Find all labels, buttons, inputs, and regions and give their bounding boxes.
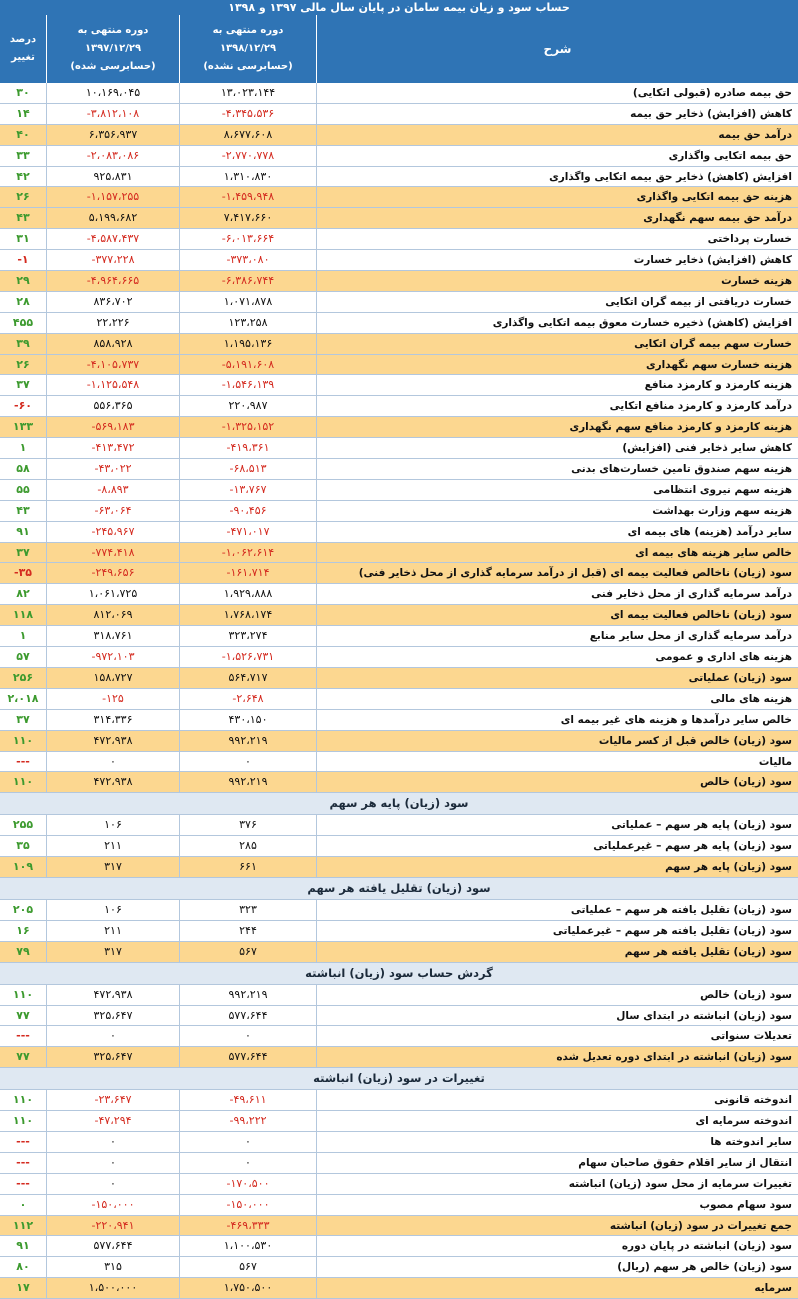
value-1398-cell: ۱،۳۱۰،۸۳۰ bbox=[180, 167, 317, 187]
table-row bbox=[0, 417, 798, 438]
table-row bbox=[0, 985, 798, 1006]
description-cell: خسارت دریافتی از بیمه گران اتکایی bbox=[605, 295, 792, 308]
value-1398-cell: -۶،۰۱۳،۶۶۴ bbox=[180, 229, 317, 249]
value-1397-cell: -۱،۱۲۵،۵۴۸ bbox=[47, 375, 180, 395]
value-1398-cell: ۸،۶۷۷،۶۰۸ bbox=[180, 125, 317, 145]
change-cell: ۱۳۳ bbox=[0, 417, 47, 437]
table-row bbox=[0, 584, 798, 605]
description-cell: خالص سایر هزینه های بیمه ای bbox=[635, 546, 792, 559]
change-cell: ۲،۰۱۸ bbox=[0, 689, 47, 709]
header-p98-line3: (حسابرسی نشده) bbox=[203, 61, 293, 72]
change-cell: ۷۹ bbox=[0, 942, 47, 962]
value-1397-cell: ۱۵۸،۷۲۷ bbox=[47, 668, 180, 688]
table-row bbox=[0, 647, 798, 668]
value-1397-cell: ۳۱۷ bbox=[47, 857, 180, 877]
value-1397-cell: ۵،۱۹۹،۶۸۲ bbox=[47, 208, 180, 228]
header-p98-line2: ۱۳۹۸/۱۲/۲۹ bbox=[219, 43, 277, 54]
value-1397-cell: -۲۴۵،۹۶۷ bbox=[47, 522, 180, 542]
change-cell: ۳۷ bbox=[0, 710, 47, 730]
value-1397-cell: ۳۱۴،۳۳۶ bbox=[47, 710, 180, 730]
change-cell: ۳۹ bbox=[0, 334, 47, 354]
header-period-1398 bbox=[180, 15, 317, 83]
value-1398-cell: ۱،۰۷۱،۸۷۸ bbox=[180, 292, 317, 312]
section-title: گردش حساب سود (زیان) انباشته bbox=[0, 963, 798, 985]
change-cell: -۳۵ bbox=[0, 563, 47, 583]
value-1398-cell: ۱۲۳،۲۵۸ bbox=[180, 313, 317, 333]
change-cell: ۳۵ bbox=[0, 836, 47, 856]
value-1397-cell: ۸۵۸،۹۲۸ bbox=[47, 334, 180, 354]
description-cell: خسارت سهم بیمه گران اتکایی bbox=[634, 337, 792, 350]
table-row bbox=[0, 815, 798, 836]
description-cell: درآمد سرمایه گذاری از محل سایر منابع bbox=[589, 630, 792, 643]
value-1398-cell: ۵۶۷ bbox=[180, 1257, 317, 1277]
table-row bbox=[0, 167, 798, 188]
value-1398-cell: -۶،۳۸۶،۷۴۴ bbox=[180, 271, 317, 291]
value-1397-cell: -۶۳،۰۶۴ bbox=[47, 501, 180, 521]
value-1397-cell: -۴،۹۶۴،۶۶۵ bbox=[47, 271, 180, 291]
header-p97-line2: ۱۳۹۷/۱۲/۲۹ bbox=[84, 43, 142, 54]
value-1398-cell: ۹۹۲،۲۱۹ bbox=[180, 772, 317, 792]
value-1398-cell: -۵،۱۹۱،۶۰۸ bbox=[180, 355, 317, 375]
description-cell: کاهش سایر ذخایر فنی (افزایش) bbox=[622, 442, 792, 455]
table-row bbox=[0, 626, 798, 647]
table-row bbox=[0, 146, 798, 167]
value-1397-cell: ۹۲۵،۸۳۱ bbox=[47, 167, 180, 187]
value-1398-cell: -۴۶۹،۳۳۳ bbox=[180, 1216, 317, 1236]
value-1397-cell: ۱،۵۰۰،۰۰۰ bbox=[47, 1278, 180, 1298]
value-1398-cell: -۴،۳۴۵،۵۳۶ bbox=[180, 104, 317, 124]
change-cell: ۱۱۰ bbox=[0, 985, 47, 1005]
table-row bbox=[0, 1153, 798, 1174]
change-cell: ۴۲ bbox=[0, 167, 47, 187]
table-row bbox=[0, 229, 798, 250]
description-cell: سرمایه bbox=[754, 1282, 792, 1295]
section-title: تغییرات در سود (زیان) انباشته bbox=[0, 1068, 798, 1090]
value-1398-cell: -۱،۴۵۹،۹۴۸ bbox=[180, 187, 317, 207]
value-1397-cell: ۰ bbox=[47, 1132, 180, 1152]
value-1398-cell: ۱،۱۹۵،۱۳۶ bbox=[180, 334, 317, 354]
header-desc-label: شرح bbox=[543, 42, 572, 56]
change-cell: ۷۷ bbox=[0, 1006, 47, 1026]
change-cell: ۸۲ bbox=[0, 584, 47, 604]
value-1397-cell: ۳۱۸،۷۶۱ bbox=[47, 626, 180, 646]
value-1398-cell: ۰ bbox=[180, 1132, 317, 1152]
value-1397-cell: ۸۳۶،۷۰۲ bbox=[47, 292, 180, 312]
change-cell: ۲۶ bbox=[0, 355, 47, 375]
change-cell: ۳۱ bbox=[0, 229, 47, 249]
change-cell: --- bbox=[0, 1026, 47, 1046]
description-cell: سایر اندوخته ها bbox=[710, 1135, 792, 1148]
value-1398-cell: ۵۷۷،۶۴۴ bbox=[180, 1047, 317, 1067]
table-row bbox=[0, 752, 798, 773]
value-1397-cell: -۱۲۵ bbox=[47, 689, 180, 709]
value-1398-cell: -۱۷۰،۵۰۰ bbox=[180, 1174, 317, 1194]
table-row bbox=[0, 668, 798, 689]
value-1398-cell: ۹۹۲،۲۱۹ bbox=[180, 731, 317, 751]
change-cell: --- bbox=[0, 1132, 47, 1152]
description-cell: هزینه های مالی bbox=[710, 692, 792, 705]
value-1398-cell: -۱۶۱،۷۱۴ bbox=[180, 563, 317, 583]
table-row bbox=[0, 772, 798, 793]
table-row bbox=[0, 605, 798, 626]
table-row bbox=[0, 942, 798, 963]
value-1397-cell: -۴۳،۰۲۲ bbox=[47, 459, 180, 479]
table-row bbox=[0, 689, 798, 710]
change-cell: ۴۳ bbox=[0, 501, 47, 521]
table-row bbox=[0, 208, 798, 229]
value-1397-cell: -۲۲۰،۹۴۱ bbox=[47, 1216, 180, 1236]
change-cell: ۴۳ bbox=[0, 208, 47, 228]
value-1398-cell: -۴۷۱،۰۱۷ bbox=[180, 522, 317, 542]
description-cell: سود (زیان) انباشته در پایان دوره bbox=[621, 1240, 792, 1253]
change-cell: ۵۵ bbox=[0, 480, 47, 500]
table-row bbox=[0, 1278, 798, 1299]
change-cell: ۴۵۵ bbox=[0, 313, 47, 333]
table-row bbox=[0, 1216, 798, 1237]
description-cell: هزینه کارمزد و کارمزد منافع سهم نگهداری bbox=[569, 421, 792, 434]
change-cell: ۲۹ bbox=[0, 271, 47, 291]
description-cell: سود (زیان) ناخالص فعالیت بیمه ای (قبل از درآمد سرمایه گذاری از محل ذخایر فنی) bbox=[358, 567, 792, 580]
value-1397-cell: -۸،۸۹۳ bbox=[47, 480, 180, 500]
value-1398-cell: ۶۶۱ bbox=[180, 857, 317, 877]
table-row bbox=[0, 857, 798, 878]
description-cell: اندوخته سرمایه ای bbox=[695, 1115, 792, 1128]
value-1398-cell: -۲،۶۴۸ bbox=[180, 689, 317, 709]
value-1398-cell: ۱،۷۶۸،۱۷۴ bbox=[180, 605, 317, 625]
change-cell: ۱۷ bbox=[0, 1278, 47, 1298]
description-cell: سود (زیان) انباشته در ابتدای دوره تعدیل شده bbox=[556, 1051, 792, 1064]
description-cell: هزینه سهم نیروی انتظامی bbox=[653, 483, 792, 496]
table-row bbox=[0, 1257, 798, 1278]
value-1398-cell: ۲۴۴ bbox=[180, 921, 317, 941]
value-1398-cell: -۱۵۰،۰۰۰ bbox=[180, 1195, 317, 1215]
value-1397-cell: ۱۰،۱۶۹،۰۴۵ bbox=[47, 83, 180, 103]
description-cell: تعدیلات سنواتی bbox=[710, 1030, 792, 1043]
change-cell: ۳۳ bbox=[0, 146, 47, 166]
value-1398-cell: -۱،۵۲۶،۷۳۱ bbox=[180, 647, 317, 667]
value-1397-cell: ۴۷۲،۹۳۸ bbox=[47, 985, 180, 1005]
description-cell: سود (زیان) خالص قبل از کسر مالیات bbox=[598, 734, 792, 747]
change-cell: ۸۰ bbox=[0, 1257, 47, 1277]
header-description bbox=[317, 15, 798, 83]
table-row bbox=[0, 900, 798, 921]
table-row bbox=[0, 334, 798, 355]
value-1398-cell: ۰ bbox=[180, 752, 317, 772]
value-1397-cell: ۲۱۱ bbox=[47, 836, 180, 856]
value-1397-cell: ۴۷۲،۹۳۸ bbox=[47, 731, 180, 751]
change-cell: ۱۱۰ bbox=[0, 1111, 47, 1131]
value-1398-cell: -۳۷۳،۰۸۰ bbox=[180, 250, 317, 270]
value-1398-cell: ۰ bbox=[180, 1153, 317, 1173]
description-cell: سود (زیان) پایه هر سهم bbox=[665, 861, 792, 874]
description-cell: هزینه حق بیمه اتکایی واگذاری bbox=[636, 191, 792, 204]
description-cell: سود (زیان) تقلیل یافته هر سهم – غیرعملیاتی bbox=[552, 924, 792, 937]
description-cell: کاهش (افزایش) ذخایر خسارت bbox=[633, 254, 792, 267]
table-row bbox=[0, 501, 798, 522]
description-cell: کاهش (افزایش) ذخایر حق بیمه bbox=[630, 107, 792, 120]
value-1397-cell: ۱،۰۶۱،۷۲۵ bbox=[47, 584, 180, 604]
table-row bbox=[0, 396, 798, 417]
header-p97-line1: دوره منتهی به bbox=[77, 25, 149, 36]
change-cell: ۵۸ bbox=[0, 459, 47, 479]
value-1398-cell: ۰ bbox=[180, 1026, 317, 1046]
change-cell: --- bbox=[0, 1153, 47, 1173]
description-cell: درآمد حق بیمه سهم نگهداری bbox=[643, 212, 792, 225]
value-1398-cell: -۶۸،۵۱۳ bbox=[180, 459, 317, 479]
table-row bbox=[0, 921, 798, 942]
table-row bbox=[0, 438, 798, 459]
table-row bbox=[0, 83, 798, 104]
value-1398-cell: ۹۹۲،۲۱۹ bbox=[180, 985, 317, 1005]
value-1398-cell: ۱۳،۰۲۳،۱۴۴ bbox=[180, 83, 317, 103]
table-row bbox=[0, 375, 798, 396]
table-body bbox=[0, 83, 798, 1299]
header-change bbox=[0, 15, 47, 83]
table-row bbox=[0, 271, 798, 292]
change-cell: ۱۱۸ bbox=[0, 605, 47, 625]
value-1398-cell: ۲۲۰،۹۸۷ bbox=[180, 396, 317, 416]
change-cell: ۰ bbox=[0, 1195, 47, 1215]
table-row bbox=[0, 836, 798, 857]
description-cell: خالص سایر درآمدها و هزینه های غیر بیمه ای bbox=[560, 713, 792, 726]
value-1397-cell: -۲،۰۸۳،۰۸۶ bbox=[47, 146, 180, 166]
change-cell: ۱۱۲ bbox=[0, 1216, 47, 1236]
table-row bbox=[0, 104, 798, 125]
value-1398-cell: ۳۷۶ bbox=[180, 815, 317, 835]
description-cell: سود (زیان) ناخالص فعالیت بیمه ای bbox=[610, 609, 792, 622]
table-row bbox=[0, 292, 798, 313]
description-cell: سود (زیان) خالص bbox=[700, 988, 792, 1001]
change-cell: ۲۶ bbox=[0, 187, 47, 207]
description-cell: سود (زیان) تقلیل یافته هر سهم bbox=[624, 945, 792, 958]
description-cell: جمع تغییرات در سود (زیان) انباشته bbox=[609, 1219, 792, 1232]
description-cell: انتقال از سایر اقلام حقوق صاحبان سهام bbox=[578, 1156, 792, 1169]
value-1398-cell: -۹۹،۲۲۲ bbox=[180, 1111, 317, 1131]
table-row bbox=[0, 250, 798, 271]
table-row bbox=[0, 1174, 798, 1195]
change-cell: ۱۱۰ bbox=[0, 772, 47, 792]
value-1398-cell: ۱،۷۵۰،۵۰۰ bbox=[180, 1278, 317, 1298]
description-cell: درآمد کارمزد و کارمزد منافع اتکایی bbox=[609, 400, 792, 413]
table-row bbox=[0, 125, 798, 146]
header-p98-line1: دوره منتهی به bbox=[212, 25, 284, 36]
value-1397-cell: ۶،۳۵۶،۹۳۷ bbox=[47, 125, 180, 145]
value-1397-cell: ۳۲۵،۶۴۷ bbox=[47, 1047, 180, 1067]
value-1398-cell: -۱،۰۶۲،۶۱۴ bbox=[180, 543, 317, 563]
table-row bbox=[0, 459, 798, 480]
table-row bbox=[0, 1236, 798, 1257]
change-cell: ۱۰۹ bbox=[0, 857, 47, 877]
value-1397-cell: ۵۵۶،۳۶۵ bbox=[47, 396, 180, 416]
value-1398-cell: ۱،۱۰۰،۵۳۰ bbox=[180, 1236, 317, 1256]
value-1397-cell: -۲۳،۶۴۷ bbox=[47, 1090, 180, 1110]
change-cell: --- bbox=[0, 752, 47, 772]
value-1397-cell: ۱۰۶ bbox=[47, 900, 180, 920]
value-1397-cell: -۴،۵۸۷،۴۳۷ bbox=[47, 229, 180, 249]
change-cell: ۳۷ bbox=[0, 543, 47, 563]
value-1397-cell: -۱۵۰،۰۰۰ bbox=[47, 1195, 180, 1215]
description-cell: سود (زیان) پایه هر سهم – عملیاتی bbox=[611, 819, 792, 832]
value-1398-cell: ۲۸۵ bbox=[180, 836, 317, 856]
header-change-label: درصد تغییر bbox=[9, 34, 37, 63]
value-1398-cell: -۹۰،۴۵۶ bbox=[180, 501, 317, 521]
table-row bbox=[0, 522, 798, 543]
description-cell: سود (زیان) خالص هر سهم (ریال) bbox=[617, 1261, 792, 1274]
section-title: سود (زیان) پایه هر سهم bbox=[0, 793, 798, 815]
value-1397-cell: -۴۱۳،۴۷۲ bbox=[47, 438, 180, 458]
header-p97-line3: (حسابرسی شده) bbox=[70, 61, 156, 72]
table-header bbox=[0, 15, 798, 83]
description-cell: سود (زیان) پایه هر سهم – غیرعملیاتی bbox=[593, 840, 792, 853]
change-cell: ۲۵۶ bbox=[0, 668, 47, 688]
description-cell: سود (زیان) عملیاتی bbox=[688, 671, 792, 684]
value-1397-cell: -۳،۸۱۲،۱۰۸ bbox=[47, 104, 180, 124]
value-1397-cell: ۰ bbox=[47, 1153, 180, 1173]
change-cell: ۳۰ bbox=[0, 83, 47, 103]
table-row bbox=[0, 1006, 798, 1027]
value-1398-cell: ۵۶۴،۷۱۷ bbox=[180, 668, 317, 688]
description-cell: تغییرات سرمایه از محل سود (زیان) انباشته bbox=[568, 1177, 792, 1190]
change-cell: ۱۱۰ bbox=[0, 731, 47, 751]
change-cell: ۲۰۵ bbox=[0, 900, 47, 920]
value-1397-cell: ۵۷۷،۶۴۴ bbox=[47, 1236, 180, 1256]
description-cell: هزینه کارمزد و کارمزد منافع bbox=[644, 379, 792, 392]
description-cell: سود (زیان) انباشته در ابتدای سال bbox=[616, 1009, 792, 1022]
section-title: سود (زیان) تقلیل یافته هر سهم bbox=[0, 878, 798, 900]
value-1398-cell: -۱،۳۲۵،۱۵۲ bbox=[180, 417, 317, 437]
description-cell: درآمد سرمایه گذاری از محل ذخایر فنی bbox=[591, 588, 792, 601]
description-cell: سود (زیان) خالص bbox=[700, 776, 792, 789]
value-1398-cell: ۵۶۷ bbox=[180, 942, 317, 962]
change-cell: ۱ bbox=[0, 626, 47, 646]
value-1398-cell: ۳۲۳،۲۷۴ bbox=[180, 626, 317, 646]
description-cell: اندوخته قانونی bbox=[714, 1094, 792, 1107]
change-cell: -۱ bbox=[0, 250, 47, 270]
table-row bbox=[0, 187, 798, 208]
change-cell: -۶۰ bbox=[0, 396, 47, 416]
change-cell: ۴۰ bbox=[0, 125, 47, 145]
table-row bbox=[0, 1047, 798, 1068]
value-1398-cell: -۴۹،۶۱۱ bbox=[180, 1090, 317, 1110]
table-row bbox=[0, 1132, 798, 1153]
description-cell: سود سهام مصوب bbox=[699, 1198, 792, 1211]
value-1397-cell: -۵۶۹،۱۸۳ bbox=[47, 417, 180, 437]
value-1397-cell: -۳۷۷،۲۲۸ bbox=[47, 250, 180, 270]
description-cell: افزایش (کاهش) ذخایر حق بیمه اتکایی واگذاری bbox=[549, 170, 792, 183]
value-1397-cell: ۰ bbox=[47, 1026, 180, 1046]
value-1398-cell: ۴۳۰،۱۵۰ bbox=[180, 710, 317, 730]
value-1397-cell: -۷۷۴،۴۱۸ bbox=[47, 543, 180, 563]
value-1398-cell: ۱،۹۲۹،۸۸۸ bbox=[180, 584, 317, 604]
change-cell: --- bbox=[0, 1174, 47, 1194]
change-cell: ۲۵۵ bbox=[0, 815, 47, 835]
description-cell: هزینه خسارت bbox=[721, 275, 792, 288]
value-1397-cell: ۰ bbox=[47, 752, 180, 772]
table-row bbox=[0, 1090, 798, 1111]
description-cell: حق بیمه صادره (قبولی اتکایی) bbox=[632, 87, 792, 99]
table-row bbox=[0, 1111, 798, 1132]
value-1397-cell: ۲۲،۲۲۶ bbox=[47, 313, 180, 333]
description-cell: افزایش (کاهش) ذخیره خسارت معوق بیمه اتکایی واگذاری bbox=[492, 316, 792, 329]
value-1397-cell: -۴،۱۰۵،۷۳۷ bbox=[47, 355, 180, 375]
value-1398-cell: -۱،۵۴۶،۱۳۹ bbox=[180, 375, 317, 395]
value-1397-cell: ۸۱۲،۰۶۹ bbox=[47, 605, 180, 625]
value-1397-cell: -۹۷۲،۱۰۳ bbox=[47, 647, 180, 667]
table-row bbox=[0, 313, 798, 334]
description-cell: هزینه های اداری و عمومی bbox=[655, 651, 792, 664]
value-1398-cell: ۷،۴۱۷،۶۶۰ bbox=[180, 208, 317, 228]
description-cell: هزینه سهم صندوق تامین خسارت‌های بدنی bbox=[571, 463, 792, 476]
change-cell: ۵۷ bbox=[0, 647, 47, 667]
table-row bbox=[0, 710, 798, 731]
table-row bbox=[0, 1195, 798, 1216]
value-1397-cell: ۰ bbox=[47, 1174, 180, 1194]
change-cell: ۱۴ bbox=[0, 104, 47, 124]
description-cell: خسارت پرداختی bbox=[707, 233, 792, 246]
table-row bbox=[0, 731, 798, 752]
value-1397-cell: -۲۴۹،۶۵۶ bbox=[47, 563, 180, 583]
table-row bbox=[0, 355, 798, 376]
value-1397-cell: ۱۰۶ bbox=[47, 815, 180, 835]
table-row bbox=[0, 480, 798, 501]
change-cell: ۷۷ bbox=[0, 1047, 47, 1067]
description-cell: هزینه سهم وزارت بهداشت bbox=[652, 504, 792, 517]
description-cell: سایر درآمد (هزینه) های بیمه ای bbox=[627, 525, 792, 538]
change-cell: ۳۷ bbox=[0, 375, 47, 395]
value-1398-cell: -۴۱۹،۳۶۱ bbox=[180, 438, 317, 458]
table-row bbox=[0, 543, 798, 564]
table-row bbox=[0, 563, 798, 584]
value-1398-cell: ۵۷۷،۶۴۴ bbox=[180, 1006, 317, 1026]
description-cell: حق بیمه اتکایی واگذاری bbox=[668, 149, 792, 162]
change-cell: ۲۸ bbox=[0, 292, 47, 312]
value-1397-cell: ۴۷۲،۹۳۸ bbox=[47, 772, 180, 792]
sheet-title: حساب سود و زیان بیمه سامان در پایان سال مالی ۱۳۹۷ و ۱۳۹۸ bbox=[0, 0, 798, 15]
change-cell: ۹۱ bbox=[0, 522, 47, 542]
value-1398-cell: -۱۳،۷۶۷ bbox=[180, 480, 317, 500]
description-cell: سود (زیان) تقلیل یافته هر سهم – عملیاتی bbox=[570, 903, 792, 916]
change-cell: ۱۶ bbox=[0, 921, 47, 941]
description-cell: درآمد حق بیمه bbox=[718, 128, 792, 141]
value-1397-cell: -۱،۱۵۷،۲۵۵ bbox=[47, 187, 180, 207]
table-row bbox=[0, 1026, 798, 1047]
change-cell: ۱۱۰ bbox=[0, 1090, 47, 1110]
change-cell: ۹۱ bbox=[0, 1236, 47, 1256]
value-1397-cell: ۳۱۵ bbox=[47, 1257, 180, 1277]
description-cell: مالیات bbox=[758, 755, 792, 768]
value-1397-cell: ۲۱۱ bbox=[47, 921, 180, 941]
value-1398-cell: ۳۲۳ bbox=[180, 900, 317, 920]
header-period-1397 bbox=[47, 15, 180, 83]
value-1398-cell: -۲،۷۷۰،۷۷۸ bbox=[180, 146, 317, 166]
value-1397-cell: ۳۲۵،۶۴۷ bbox=[47, 1006, 180, 1026]
description-cell: هزینه خسارت سهم نگهداری bbox=[646, 358, 792, 371]
value-1397-cell: -۴۷،۲۹۴ bbox=[47, 1111, 180, 1131]
change-cell: ۱ bbox=[0, 438, 47, 458]
value-1397-cell: ۳۱۷ bbox=[47, 942, 180, 962]
